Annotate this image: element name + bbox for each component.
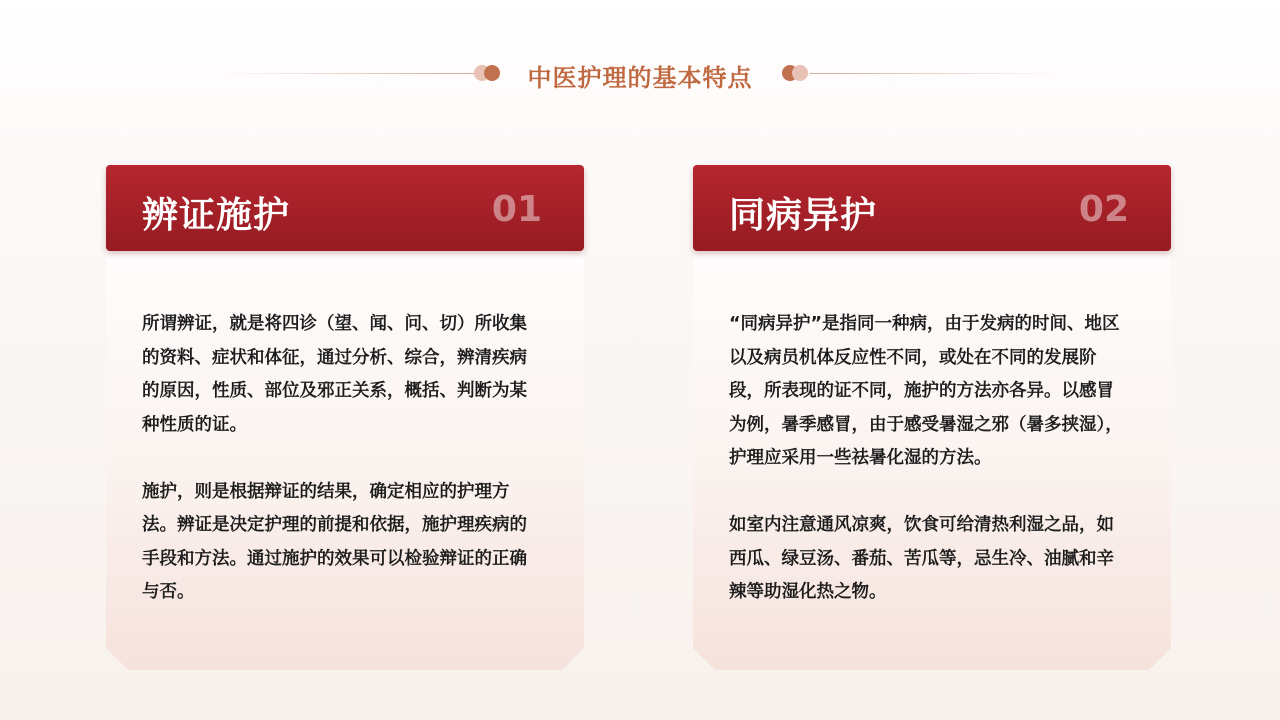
card-paragraph: “同病异护”是指同一种病，由于发病的时间、地区以及病员机体反应性不同，或处在不同的发展阶段，所表现的证不同，施护的方法亦各异。以感冒为例，暑季感冒，由于感受暑湿之邪（暑多挟湿），护理应采用一些祛暑化湿的方法。 xyxy=(729,314,1123,468)
card-header xyxy=(106,165,584,251)
card-paragraph: 所谓辨证，就是将四诊（望、闻、问、切）所收集的资料、症状和体征，通过分析、综合，辨清疾病的原因，性质、部位及邪正关系，概括、判断为某种性质的证。 xyxy=(142,314,527,435)
decorative-dots-right-icon xyxy=(782,65,812,83)
card-bianzheng-shihu xyxy=(106,165,584,670)
card-paragraph: 施护，则是根据辩证的结果，确定相应的护理方法。辨证是决定护理的前提和依据，施护理疾病的手段和方法。通过施护的效果可以检验辩证的正确与否。 xyxy=(142,481,527,602)
card-text xyxy=(729,308,1129,610)
card-header xyxy=(693,165,1171,251)
card-number: 02 xyxy=(1078,189,1129,230)
card-title: 辨证施护 xyxy=(142,195,291,236)
header-divider-right xyxy=(810,73,1060,74)
card-text xyxy=(142,308,542,610)
card-paragraph: 如室内注意通风凉爽，饮食可给清热利湿之品，如西瓜、绿豆汤、番茄、苦瓜等，忌生冷、油腻和辛辣等助湿化热之物。 xyxy=(729,515,1114,602)
page-title: 中医护理的基本特点 xyxy=(527,64,753,92)
page-header xyxy=(0,52,1280,94)
card-title: 同病异护 xyxy=(729,195,878,236)
dot-light-icon xyxy=(792,65,808,81)
card-tongbing-yihu xyxy=(693,165,1171,670)
card-number: 01 xyxy=(491,189,542,230)
